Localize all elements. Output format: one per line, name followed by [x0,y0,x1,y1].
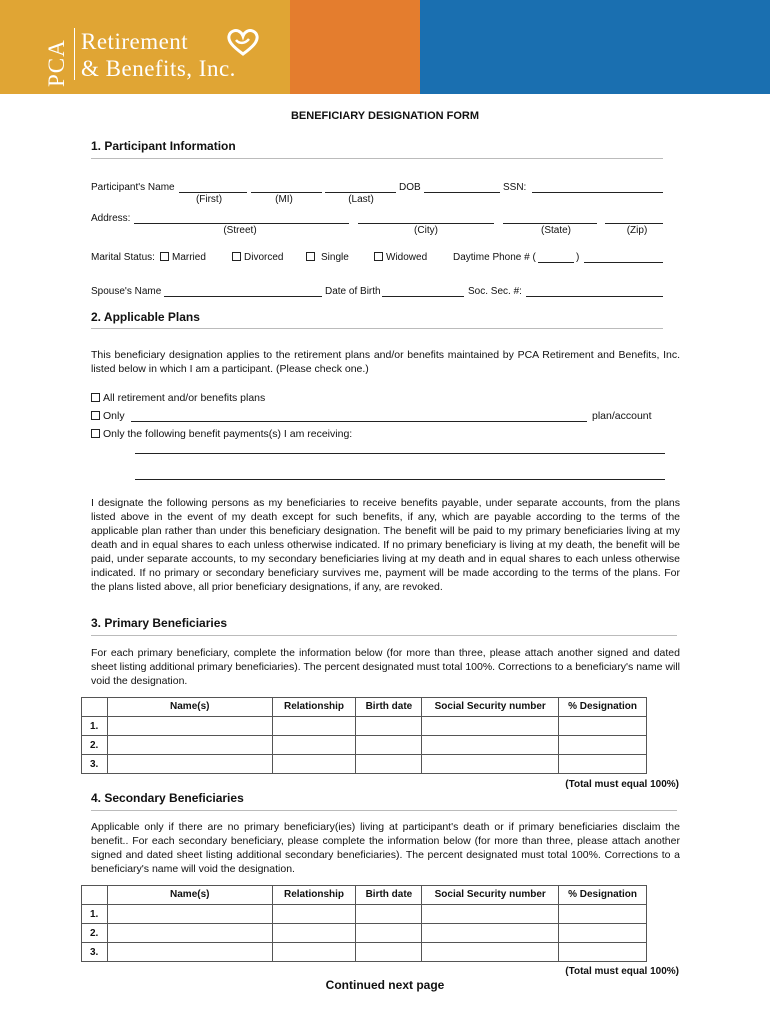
row-number: 2. [82,924,108,943]
table-row [82,905,647,924]
phone-close-paren: ) [576,252,580,263]
birth-date-cell[interactable] [356,736,422,755]
relationship-cell[interactable] [272,905,356,924]
single-option[interactable] [306,252,349,263]
row-number: 3. [82,943,108,962]
following-payments-checkbox[interactable] [91,429,100,438]
daytime-phone-label: Daytime Phone # ( [453,252,536,263]
last-name-field[interactable] [325,192,396,193]
only-plan-label: Only [103,410,125,422]
birth-date-cell[interactable] [356,755,422,774]
ssn-cell[interactable] [422,943,559,962]
divorced-label: Divorced [244,252,284,263]
column-header: Name(s) [107,698,272,717]
section-1-rule [91,158,663,159]
row-number: 2. [82,736,108,755]
widowed-checkbox[interactable] [374,252,383,261]
form-title: BENEFICIARY DESIGNATION FORM [290,110,480,122]
column-header: Relationship [272,886,356,905]
percent-cell[interactable] [559,943,647,962]
relationship-cell[interactable] [272,736,356,755]
column-header: Birth date [356,698,422,717]
percent-cell[interactable] [559,717,647,736]
plan-account-label: plan/account [592,410,652,422]
section-3-heading: 3. Primary Beneficiaries [91,616,228,630]
logo-pca [44,27,74,87]
following-payments-label: Only the following benefit payments(s) I am receiving: [103,428,353,440]
birth-date-cell[interactable] [356,943,422,962]
divorced-option[interactable] [232,252,283,263]
relationship-cell[interactable] [272,755,356,774]
divorced-checkbox[interactable] [232,252,241,261]
married-checkbox[interactable] [160,252,169,261]
spouse-dob-label: Date of Birth [325,286,381,297]
column-header: Name(s) [107,886,272,905]
row-number: 1. [82,717,108,736]
logo-line-1: Retirement [81,29,189,54]
section-2-intro: This beneficiary designation applies to the retirement plans and/or benefits maintained by PCA Retirement and Benefits, Inc. listed below in which I am a participant. (Please check one.) [91,349,680,375]
secondary-total-note: (Total must equal 100%) [565,966,679,977]
section-4-rule [91,810,677,811]
spouse-name-field[interactable] [164,296,322,297]
name-cell[interactable] [107,717,272,736]
mi-field[interactable] [251,192,322,193]
percent-cell[interactable] [559,736,647,755]
dob-field[interactable] [424,192,500,193]
primary-beneficiaries-table [81,697,647,774]
header-banner [0,0,770,94]
banner-orange-band [290,0,420,94]
column-header: % Designation [559,886,647,905]
logo-pca-text: PCA [44,39,69,87]
city-field[interactable] [358,223,494,224]
all-plans-label: All retirement and/or benefits plans [103,392,266,404]
heart-hand-icon [226,28,260,56]
relationship-cell[interactable] [272,717,356,736]
section-4-heading: 4. Secondary Beneficiaries [91,791,244,805]
column-header: Birth date [356,886,422,905]
section-3-rule [91,635,677,636]
first-caption: (First) [195,194,223,205]
zip-field[interactable] [605,223,663,224]
section-4-intro: Applicable only if there are no primary beneficiary(ies) living at participant's death or if primary beneficiaries disclaim the benefit.. For each secondary beneficiary, please complete the information below (for more than three, please attach another signed and dated sheet listing additional secondary beneficiaries). The percent designated must total 100%. Corrections to a beneficiary's name will void the designation. [91,821,680,875]
row-number-header [82,886,108,905]
payments-line-2[interactable] [135,479,665,480]
name-cell[interactable] [107,924,272,943]
payments-line-1[interactable] [135,453,665,454]
all-plans-checkbox[interactable] [91,393,100,402]
spouse-name-label: Spouse's Name [91,286,162,297]
continued-next-page: Continued next page [325,978,445,992]
address-label: Address: [91,213,131,224]
relationship-cell[interactable] [272,924,356,943]
state-field[interactable] [503,223,597,224]
name-cell[interactable] [107,736,272,755]
percent-cell[interactable] [559,755,647,774]
table-header-row [82,886,647,905]
logo-divider [74,28,75,80]
row-number: 3. [82,755,108,774]
ssn-cell[interactable] [422,736,559,755]
name-cell[interactable] [107,905,272,924]
column-header: Relationship [272,698,356,717]
widowed-label: Widowed [386,252,428,263]
ssn-cell[interactable] [422,905,559,924]
table-row [82,736,647,755]
spouse-dob-field[interactable] [382,296,464,297]
percent-cell[interactable] [559,924,647,943]
single-label: Single [321,252,349,263]
married-label: Married [172,252,206,263]
banner-blue-band [420,0,770,94]
column-header: Social Security number [422,886,559,905]
phone-area-code-field[interactable] [538,262,574,263]
column-header: Social Security number [422,698,559,717]
column-header: % Designation [559,698,647,717]
state-caption: (State) [540,225,571,236]
following-payments-option[interactable] [91,428,352,440]
phone-number-field[interactable] [584,262,663,263]
section-2-heading: 2. Applicable Plans [91,310,200,324]
ssn-cell[interactable] [422,717,559,736]
widowed-option[interactable] [374,252,427,263]
section-1-heading: 1. Participant Information [91,139,236,153]
birth-date-cell[interactable] [356,924,422,943]
spouse-ssn-field[interactable] [526,296,663,297]
primary-total-note: (Total must equal 100%) [565,779,679,790]
percent-cell[interactable] [559,905,647,924]
street-caption: (Street) [223,225,257,236]
designation-paragraph: I designate the following persons as my beneficiaries to receive benefits payable, under separate accounts, from the plans listed above in the event of my death except for such benefits, if any, which are payable according to the terms of the applicable plan rather than under this beneficiary designation. The benefit will be paid to my primary beneficiaries living at my death and in equal shares to each unless otherwise indicated. If no primary beneficiary is living at my death, the benefit will be paid, under separate accounts, to my secondary beneficiaries living at my death and in equal shares to each unless otherwise indicated. If no primary or secondary beneficiary survives me, payment will be made according to the terms of the plans. For the plans listed above, all prior beneficiary designations, if any, are revoked. [91,497,680,593]
ssn-cell[interactable] [422,755,559,774]
table-row [82,755,647,774]
table-row [82,924,647,943]
logo-line-2: & Benefits, Inc. [81,56,236,81]
relationship-cell[interactable] [272,943,356,962]
city-caption: (City) [414,225,438,236]
birth-date-cell[interactable] [356,717,422,736]
ssn-cell[interactable] [422,924,559,943]
table-row [82,717,647,736]
birth-date-cell[interactable] [356,905,422,924]
participant-name-label: Participant's Name [91,182,175,193]
street-field[interactable] [134,223,349,224]
spouse-ssn-label: Soc. Sec. #: [468,286,522,297]
row-number: 1. [82,905,108,924]
dob-label: DOB [399,182,421,193]
last-caption: (Last) [348,194,374,205]
secondary-beneficiaries-table [81,885,647,962]
marital-status-label: Marital Status: [91,252,155,263]
ssn-field[interactable] [532,192,663,193]
table-header-row [82,698,647,717]
only-plan-checkbox[interactable] [91,411,100,420]
only-plan-option[interactable] [91,410,125,422]
married-option[interactable] [160,252,206,263]
first-name-field[interactable] [179,192,247,193]
ssn-label: SSN: [503,182,527,193]
section-3-intro: For each primary beneficiary, complete the information below (for more than three, please attach another signed and dated sheet listing additional primary beneficiaries). The percent designated must total 100%. Corrections to a beneficiary's name will void the designation. [91,647,680,687]
only-plan-field[interactable] [131,421,587,422]
name-cell[interactable] [107,755,272,774]
all-plans-option[interactable] [91,392,265,404]
zip-caption: (Zip) [626,225,648,236]
mi-caption: (MI) [275,194,293,205]
single-checkbox[interactable] [306,252,315,261]
table-row [82,943,647,962]
row-number-header [82,698,108,717]
name-cell[interactable] [107,943,272,962]
section-2-rule [91,328,663,329]
